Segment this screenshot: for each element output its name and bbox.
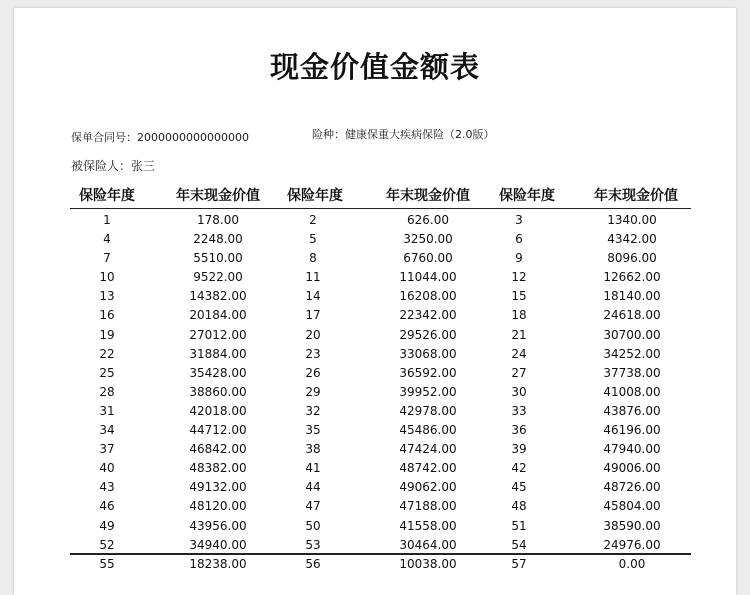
policy-year-cell: 5 <box>309 232 317 247</box>
policy-year-cell: 24 <box>511 346 527 361</box>
policy-year-cell: 25 <box>99 365 115 380</box>
cash-value-cell: 24618.00 <box>603 308 661 323</box>
table-row <box>0 402 750 421</box>
product-name-value: 健康保重大疾病保险（2.0版） <box>345 128 495 141</box>
policy-year-cell: 29 <box>305 384 321 399</box>
cash-value-cell: 49132.00 <box>189 480 247 495</box>
policy-year-cell: 54 <box>511 537 527 552</box>
insured-line <box>71 157 155 174</box>
policy-year-cell: 39 <box>511 442 527 457</box>
policy-year-cell: 38 <box>305 442 321 457</box>
cash-value-cell: 46196.00 <box>603 423 661 438</box>
cash-value-cell: 16208.00 <box>399 289 457 304</box>
cash-value-cell: 27012.00 <box>189 327 247 342</box>
cash-value-table-body <box>0 211 750 574</box>
cash-value-cell: 8096.00 <box>607 251 657 266</box>
policy-year-cell: 57 <box>511 556 527 571</box>
policy-year-cell: 20 <box>305 327 321 342</box>
policy-year-cell: 49 <box>99 518 115 533</box>
policy-year-cell: 3 <box>515 213 523 227</box>
policy-year-cell: 42 <box>511 461 527 476</box>
policy-year-cell: 18 <box>511 308 527 323</box>
cash-value-cell: 41558.00 <box>399 518 457 533</box>
policy-year-cell: 27 <box>511 365 527 380</box>
cash-value-cell: 49062.00 <box>399 480 457 495</box>
policy-year-cell: 40 <box>99 461 115 476</box>
cash-value-cell: 34940.00 <box>189 537 247 552</box>
policy-year-cell: 26 <box>305 365 321 380</box>
table-row <box>0 326 750 345</box>
policy-year-cell: 6 <box>515 232 523 247</box>
cash-value-cell: 5510.00 <box>193 251 243 266</box>
cash-value-cell: 45804.00 <box>603 499 661 514</box>
cash-value-cell: 4342.00 <box>607 232 657 247</box>
cash-value-cell: 12662.00 <box>603 270 661 285</box>
cash-value-cell: 48120.00 <box>189 499 247 514</box>
cash-value-cell: 36592.00 <box>399 365 457 380</box>
cash-value-cell: 39952.00 <box>399 384 457 399</box>
table-row <box>0 383 750 402</box>
policy-year-cell: 11 <box>305 270 321 285</box>
table-row <box>0 517 750 536</box>
policy-year-cell: 1 <box>103 213 111 227</box>
contract-number-value: 2000000000000000 <box>137 131 249 144</box>
policy-year-cell: 28 <box>99 384 115 399</box>
policy-year-cell: 50 <box>305 518 321 533</box>
table-bottom-rule <box>70 553 691 555</box>
policy-year-cell: 19 <box>99 327 115 342</box>
cash-value-cell: 46842.00 <box>189 442 247 457</box>
policy-year-cell: 36 <box>511 423 527 438</box>
table-row <box>0 211 750 230</box>
cash-value-cell: 0.00 <box>618 556 646 571</box>
contract-number-line <box>71 129 249 145</box>
cash-value-cell: 47940.00 <box>603 442 661 457</box>
table-row <box>0 555 750 574</box>
cash-value-cell: 42018.00 <box>189 403 247 418</box>
table-row <box>0 345 750 364</box>
cash-value-cell: 47424.00 <box>399 442 457 457</box>
policy-year-cell: 17 <box>305 308 321 323</box>
policy-year-cell: 43 <box>99 480 115 495</box>
table-top-rule <box>70 208 691 209</box>
policy-year-cell: 31 <box>99 403 115 418</box>
cash-value-cell: 33068.00 <box>399 346 457 361</box>
product-label: 险种： <box>312 128 345 141</box>
column-header-policy-year-3: 保险年度 <box>499 188 555 204</box>
policy-year-cell: 12 <box>511 270 527 285</box>
policy-year-cell: 30 <box>511 384 527 399</box>
cash-value-cell: 178.00 <box>197 213 239 227</box>
cash-value-cell: 35428.00 <box>189 365 247 380</box>
column-header-cash-value-2: 年末现金价值 <box>386 188 470 204</box>
table-row <box>0 230 750 249</box>
cash-value-cell: 3250.00 <box>403 232 453 247</box>
contract-number-label: 保单合同号： <box>71 131 137 144</box>
cash-value-cell: 41008.00 <box>603 384 661 399</box>
cash-value-cell: 43956.00 <box>189 518 247 533</box>
cash-value-cell: 37738.00 <box>603 365 661 380</box>
policy-year-cell: 34 <box>99 423 115 438</box>
policy-year-cell: 56 <box>305 556 321 571</box>
table-row <box>0 306 750 325</box>
cash-value-cell: 18238.00 <box>189 556 247 571</box>
policy-year-cell: 47 <box>305 499 321 514</box>
policy-year-cell: 37 <box>99 442 115 457</box>
policy-year-cell: 46 <box>99 499 115 514</box>
cash-value-cell: 22342.00 <box>399 308 457 323</box>
policy-year-cell: 51 <box>511 518 527 533</box>
table-row <box>0 497 750 516</box>
cash-value-cell: 47188.00 <box>399 499 457 514</box>
cash-value-cell: 43876.00 <box>603 403 661 418</box>
table-row <box>0 440 750 459</box>
policy-year-cell: 32 <box>305 403 321 418</box>
cash-value-cell: 44712.00 <box>189 423 247 438</box>
policy-year-cell: 23 <box>305 346 321 361</box>
column-header-cash-value-3: 年末现金价值 <box>594 188 678 204</box>
policy-year-cell: 14 <box>305 289 321 304</box>
product-line <box>312 126 495 142</box>
policy-year-cell: 15 <box>511 289 527 304</box>
policy-year-cell: 9 <box>515 251 523 266</box>
page-title: 现金价值金额表 <box>269 50 480 84</box>
insured-name-value: 张三 <box>131 159 156 173</box>
policy-year-cell: 35 <box>305 423 321 438</box>
policy-year-cell: 13 <box>99 289 115 304</box>
policy-year-cell: 45 <box>511 480 527 495</box>
policy-year-cell: 55 <box>99 556 115 571</box>
cash-value-cell: 24976.00 <box>603 537 661 552</box>
cash-value-cell: 18140.00 <box>603 289 661 304</box>
column-header-cash-value-1: 年末现金价值 <box>176 188 260 204</box>
cash-value-cell: 1340.00 <box>607 213 657 227</box>
table-row <box>0 421 750 440</box>
table-row <box>0 287 750 306</box>
table-row <box>0 364 750 383</box>
policy-year-cell: 4 <box>103 232 111 247</box>
cash-value-cell: 30700.00 <box>603 327 661 342</box>
table-row <box>0 249 750 268</box>
cash-value-cell: 29526.00 <box>399 327 457 342</box>
policy-year-cell: 48 <box>511 499 527 514</box>
cash-value-cell: 626.00 <box>407 213 449 227</box>
table-row <box>0 268 750 287</box>
cash-value-cell: 31884.00 <box>189 346 247 361</box>
cash-value-cell: 2248.00 <box>193 232 243 247</box>
cash-value-cell: 48382.00 <box>189 461 247 476</box>
cash-value-cell: 6760.00 <box>403 251 453 266</box>
policy-year-cell: 53 <box>305 537 321 552</box>
table-row <box>0 536 750 555</box>
policy-year-cell: 16 <box>99 308 115 323</box>
table-row <box>0 459 750 478</box>
policy-year-cell: 44 <box>305 480 321 495</box>
insured-label: 被保险人： <box>71 159 132 173</box>
policy-year-cell: 33 <box>511 403 527 418</box>
cash-value-cell: 20184.00 <box>189 308 247 323</box>
cash-value-cell: 48726.00 <box>603 480 661 495</box>
column-header-policy-year-1: 保险年度 <box>79 188 135 204</box>
policy-year-cell: 7 <box>103 251 111 266</box>
cash-value-cell: 34252.00 <box>603 346 661 361</box>
cash-value-cell: 10038.00 <box>399 556 457 571</box>
cash-value-cell: 49006.00 <box>603 461 661 476</box>
policy-year-cell: 41 <box>305 461 321 476</box>
policy-year-cell: 21 <box>511 327 527 342</box>
cash-value-cell: 9522.00 <box>193 270 243 285</box>
policy-year-cell: 52 <box>99 537 115 552</box>
policy-year-cell: 10 <box>99 270 115 285</box>
policy-year-cell: 2 <box>309 213 317 227</box>
cash-value-cell: 30464.00 <box>399 537 457 552</box>
cash-value-cell: 48742.00 <box>399 461 457 476</box>
cash-value-cell: 14382.00 <box>189 289 247 304</box>
cash-value-cell: 38860.00 <box>189 384 247 399</box>
column-header-policy-year-2: 保险年度 <box>287 188 343 204</box>
cash-value-cell: 38590.00 <box>603 518 661 533</box>
policy-year-cell: 22 <box>99 346 115 361</box>
cash-value-cell: 42978.00 <box>399 403 457 418</box>
policy-year-cell: 8 <box>309 251 317 266</box>
cash-value-cell: 45486.00 <box>399 423 457 438</box>
table-row <box>0 478 750 497</box>
cash-value-cell: 11044.00 <box>399 270 457 285</box>
